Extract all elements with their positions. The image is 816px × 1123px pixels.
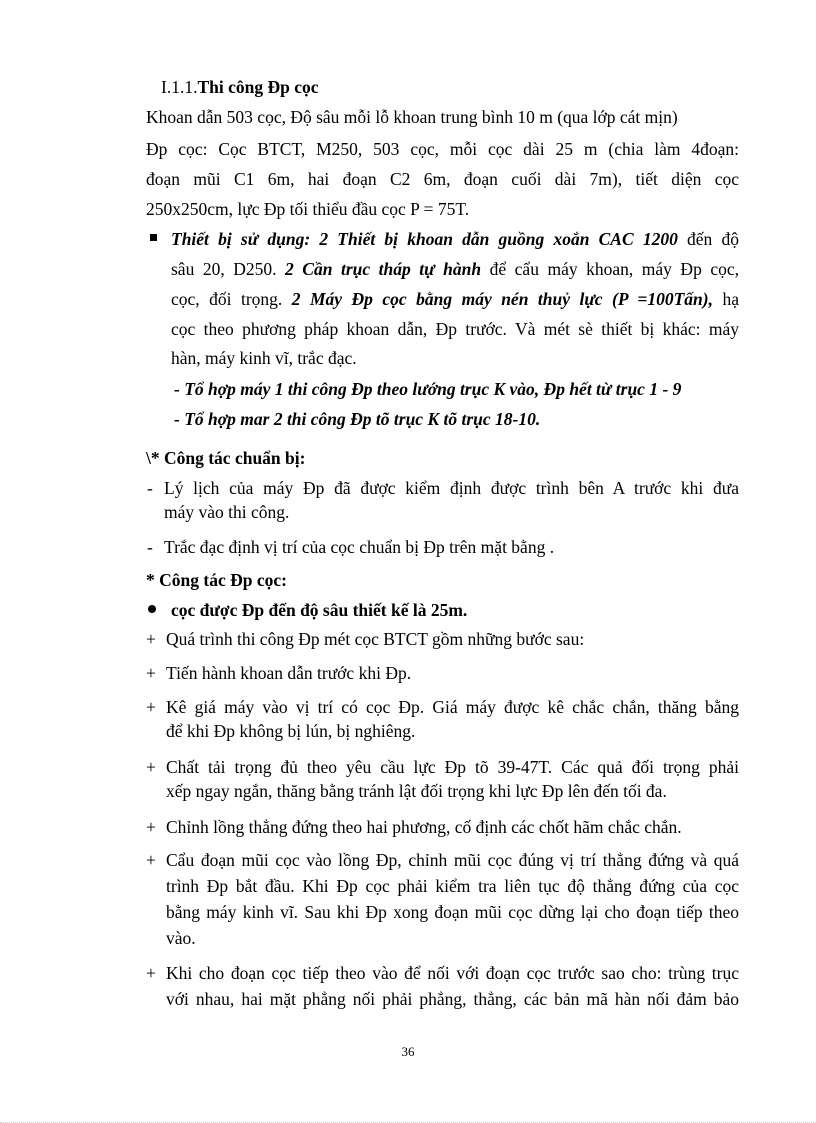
section-number: I.1.1. [161, 77, 198, 97]
plus-icon: + [146, 817, 156, 837]
equipment-line-3-a: cọc, đối trọng. [171, 289, 292, 309]
section-heading [161, 76, 319, 98]
plus-icon: + [146, 963, 156, 983]
work-bullet-text: cọc được Đp đến độ sâu thiết kế là 25m. [171, 600, 468, 620]
step-1: Quá trình thi công Đp mét cọc BTCT gồm những bước sau: [166, 629, 585, 649]
combo-1: - Tổ hợp máy 1 thi công Đp theo lướng trục K vào, Đp hết từ trục 1 - 9 [174, 379, 682, 399]
intro-line-3: đoạn mũi C1 6m, hai đoạn C2 6m, đoạn cuối dài 7m), tiết diện cọc [146, 169, 739, 189]
prep-item-2: Trắc đạc định vị trí của cọc chuẩn bị Đp trên mặt bằng . [164, 537, 555, 557]
dash-icon: - [147, 537, 153, 557]
equipment-crane: 2 Cần trục tháp tự hành [285, 259, 482, 279]
prep-heading: \* Công tác chuẩn bị: [146, 448, 306, 468]
equipment-line-2-a: sâu 20, D250. [171, 259, 286, 279]
intro-line-2: Đp cọc: Cọc BTCT, M250, 503 cọc, mỗi cọc dài 25 m (chia làm 4đoạn: [146, 139, 739, 159]
prep-item-1-line-2: máy vào thi công. [164, 502, 290, 522]
equipment-line-1-rest: đến độ [677, 229, 739, 249]
section-title: Thi công Đp cọc [197, 77, 319, 97]
step-3-line-1: Kê giá máy vào vị trí có cọc Đp. Giá máy được kê chắc chắn, thăng bằng [166, 697, 739, 717]
step-4-line-1: Chất tải trọng đủ theo yêu cầu lực Đp tõ 39-47T. Các quả đối trọng phải [166, 757, 739, 777]
step-6-line-3: bằng máy kinh vĩ. Sau khi Đp xong đoạn mũi cọc dừng lại cho đoạn tiếp theo [166, 902, 739, 922]
intro-line-1: Khoan dẫn 503 cọc, Độ sâu mỗi lỗ khoan trung bình 10 m (qua lớp cát mịn) [146, 107, 678, 127]
equipment-title: Thiết bị sử dụng: 2 Thiết bị khoan dẫn guồng xoắn CAC 1200 [171, 229, 678, 249]
equipment-line-4: cọc theo phương pháp khoan dẫn, Đp trước. Và mét sè thiết bị khác: máy [171, 319, 739, 339]
intro-line-4: 250x250cm, lực Đp tối thiểu đầu cọc P = 75T. [146, 199, 470, 219]
equipment-line-5: hàn, máy kinh vĩ, trắc đạc. [171, 348, 357, 368]
step-4-line-2: xếp ngay ngắn, thăng bằng tránh lật đối trọng khi lực Đp lên đến tối đa. [166, 781, 667, 801]
page-number: 36 [401, 1044, 415, 1059]
work-heading: * Công tác Đp cọc: [146, 570, 287, 590]
plus-icon: + [146, 697, 156, 717]
equipment-line-2 [171, 258, 739, 280]
round-bullet-icon [148, 605, 156, 613]
equipment-press: 2 Máy Đp cọc bằng máy nén thuỷ lực (P =100Tấn), [291, 289, 713, 309]
equipment-line-3-b: hạ [712, 289, 739, 309]
prep-item-1-line-1: Lý lịch của máy Đp đã được kiểm định được trình bên A trước khi đưa [164, 478, 739, 498]
combo-2: - Tổ hợp mar 2 thi công Đp tõ trục K tõ trục 18-10. [174, 409, 541, 429]
step-7-line-2: với nhau, hai mặt phẳng nối phải phẳng, thẳng, các bản mã hàn nối đảm bảo [166, 989, 739, 1009]
step-6-line-2: trình Đp bắt đầu. Khi Đp cọc phải kiểm tra liên tục độ thẳng đứng của cọc [166, 876, 739, 896]
plus-icon: + [146, 629, 156, 649]
step-6-line-4: vào. [166, 928, 196, 948]
plus-icon: + [146, 757, 156, 777]
square-bullet-icon [150, 234, 157, 241]
dash-icon: - [147, 478, 153, 498]
step-7-line-1: Khi cho đoạn cọc tiếp theo vào để nối với đoạn cọc trước sao cho: trùng trục [166, 963, 739, 983]
step-5: Chỉnh lồng thẳng đứng theo hai phương, cố định các chốt hãm chắc chắn. [166, 817, 682, 837]
equipment-line-2-b: để cẩu máy khoan, máy Đp cọc, [481, 259, 739, 279]
step-2: Tiến hành khoan dẫn trước khi Đp. [166, 663, 412, 683]
step-3-line-2: để khi Đp không bị lún, bị nghiêng. [166, 721, 416, 741]
equipment-line-1 [171, 228, 739, 250]
step-6-line-1: Cẩu đoạn mũi cọc vào lồng Đp, chỉnh mũi cọc đúng vị trí thẳng đứng và quá [166, 850, 739, 870]
plus-icon: + [146, 850, 156, 870]
equipment-line-3 [171, 288, 739, 310]
plus-icon: + [146, 663, 156, 683]
